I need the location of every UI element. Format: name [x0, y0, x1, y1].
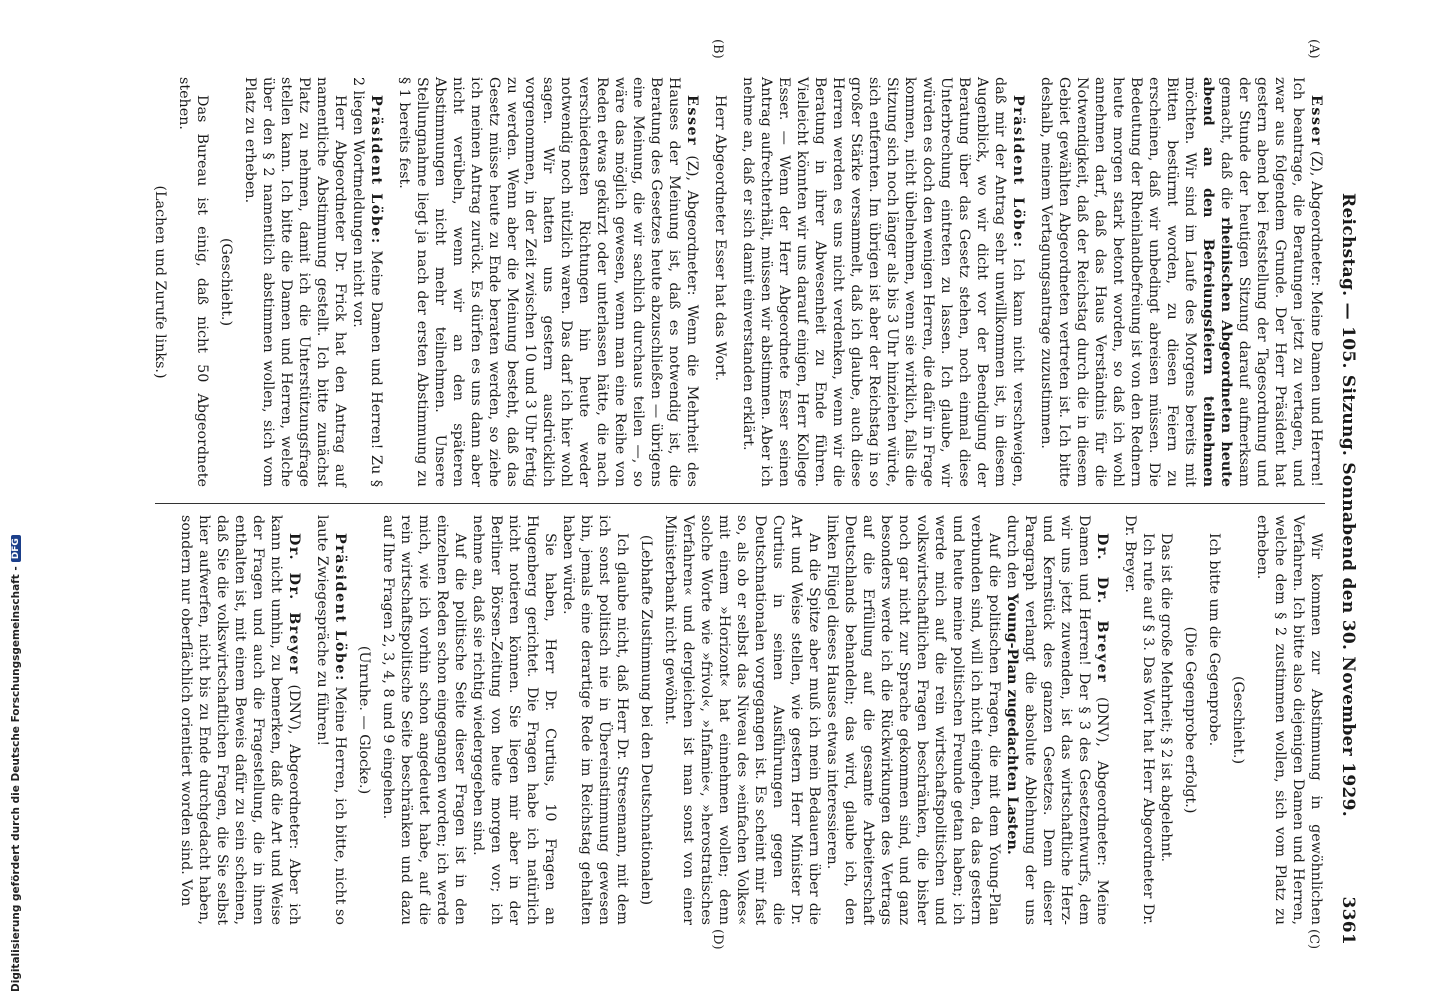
digitization-footer	[6, 0, 26, 1000]
speech-text: Meine Damen und Herren! Zu § 2 liegen Wortmeldungen nicht vor.	[350, 77, 384, 487]
digitization-note: Digitalisierung gefördert durch die Deutsche Forschungsgemeinschaft -	[10, 566, 22, 992]
column-divider	[155, 503, 1325, 504]
speech-text: (Z), Abgeordneter: Wenn die Mehrheit des Hauses der Meinung ist, daß es notwendig ist, die Beratung des Gesetzes heute abzuschließen — übrigens eine Meinung, die wir sachlich durchaus teilen —, so wäre das möglich gewesen, wenn man eine Reihe von Reden etwas gekürzt oder unterlassen hätte, die nach verschiedensten Richtungen hin heute weder notwendig noch nützlich waren. Das darf ich hier wohl sagen. Wir hatten uns gestern ausdrücklich vorgenommen, in der Zeit zwischen 10 und 3 Uhr fertig zu werden. Wenn aber die Meinung besteht, daß das Gesetz müsse heute zu Ende beraten werden, so ziehe ich meinen Antrag zurück. Es dürfen es uns dann aber nicht verübeln, wenn wir an den späteren Abstimmungen nicht mehr teilnehmen. Unsere Stellungnahme liegt ja nach der ersten Abstimmung zu § 1 bereits fest.	[396, 77, 700, 487]
paragraph: Wir kommen zur Abstimmung in gewöhnlichen Verfahren. Ich bitte also diejenigen Damen und Herren, welche dem § 2 zustimmen wollen, sich vom Platz zu erheben.	[1254, 515, 1324, 925]
speech-text: Ich kann nicht verschweigen, daß mir der Antrag sehr unwillkommen ist, in diesem Augenblick, wo wir dicht vor der Beendigung der Beratung über das Gesetz stehen, noch einmal diese Unterbrechung eintreten zu lassen. Ich glaube, wir würden es doch den wenigen Herren, die dafür in Frage kommen, nicht übelnehmen, wenn sie wirklich, falls die Sitzung sich noch länger als bis 3 Uhr hinziehen würde, sich entfernten. Im übrigen ist aber der Reichstag in so großer Stärke versammelt, daß ich glaube, auch diese Herren werden es uns nicht verdenken, wenn wir die Beratung in ihrer Abwesenheit zu Ende führen. Vielleicht könnten wir uns darauf einigen, Herr Kollege Esser. — Wenn der Herr Abgeordnete Esser seinen Antrag aufrechterhält, müssen wir abstimmen. Aber ich nehme an, daß er sich damit einverstanden erklärt.	[740, 77, 1026, 488]
document-page	[115, 39, 1365, 950]
stage-direction: (Lebhafte Zustimmung bei den Deutschnationalen)	[638, 534, 654, 906]
stage-direction: (Geschieht.)	[218, 237, 234, 327]
paragraph: Ich rufe auf § 3. Das Wort hat Herr Abgeordneter Dr. Dr. Breyer.	[1122, 515, 1156, 925]
paragraph: Herr Abgeordneter Dr. Frick hat den Antrag auf namentliche Abstimmung gestellt. Ich bitte zunächst Platz zu nehmen, damit ich die Unterstützungsfrage stellen kann. Ich bitte die Damen und Herren, welche über den § 2 namentlich abstimmen wollen, sich vom Platz zu erheben.	[242, 77, 348, 487]
paragraph: Auf die politische Seite dieser Fragen ist in den einzelnen Reden schon eingegangen worden; ich werde mich, wie ich vorhin schon angedeutet habe, auf die rein wirtschaftspolitische Seite beschränken und dazu auf Ihre Fragen 2, 3, 4, 8 und 9 eingehen.	[380, 515, 468, 925]
speaker-name: Dr. Dr. Breyer	[1094, 533, 1110, 684]
stage-direction: (Die Gegenprobe erfolgt.)	[1182, 626, 1198, 814]
margin-mark-c: (C)	[1306, 929, 1321, 950]
speaker-name: Präsident Löbe:	[332, 533, 348, 682]
speaker-name: Präsident Löbe:	[1010, 95, 1026, 249]
paragraph	[739, 77, 1027, 487]
speaker-name: Präsident Löbe:	[368, 95, 384, 245]
margin-mark-a: (A)	[1306, 39, 1321, 59]
speech-text: (DNV), Abgeordneter: Aber ich kann nicht umhin, zu bemerken, daß die Art und Weise der Fragen und auch die Fragestellung, die in ihnen enthalten ist, mit einem Beweis dafür zu sein scheinen, daß Sie die volkswirtschaftlichen Fragen, die Sie selbst hier aufwerfen, nicht bis zu Ende durchgedacht haben, sondern nur oberflächlich orientiert worden sind. Von	[178, 515, 302, 926]
paragraph: Ich bitte um die Gegenprobe.	[1206, 533, 1222, 747]
speaker-name: Esser	[1308, 95, 1324, 147]
stage-direction: (Unruhe. — Glocke.)	[356, 645, 372, 795]
speech-text: (DNV), Abgeordneter: Meine Damen und Herren! Der § 3 des Gesetzentwurfs, dem wir uns jetzt zuwenden, ist das wirtschaftliche Herz- und Kernstück des ganzen Gesetzes. Denn dieser Paragraph verlangt die absolute Ablehnung der uns durch den	[1004, 515, 1110, 925]
stage-direction: (Lachen und Zurufe links.)	[152, 185, 168, 379]
speech-text: möchten. Wir sind im Laufe des Morgens bereits mit Bitten bestürmt worden, zu diesen Feiern zu erscheinen, daß wir unbedingt abreisen müssen. Die Bedeutung der Rheinlandbefreiung ist von den Rednern heute morgen stark betont worden, so daß ich wohl annehmen darf, daß das Haus Verständnis für die Notwendigkeit, daß der Reichstag durch die in diesem Gebiet gewählten Abgeordneten vertreten ist. Ich bitte deshalb, meinem Vertagungsantrage zuzustimmen.	[1038, 77, 1198, 487]
paragraph: Herr Abgeordneter Esser hat das Wort.	[712, 95, 728, 382]
paragraph	[177, 515, 303, 925]
left-column	[145, 77, 1325, 487]
paragraph	[1003, 515, 1111, 925]
speech-text: Meine Herren, ich bitte, nicht so laute Zwiegespräche zu führen!	[314, 515, 348, 925]
speaker-name: Dr. Dr. Breyer	[286, 533, 302, 675]
page-number: 3361	[1338, 896, 1358, 945]
emphasized-text: rheinischen Abgeordneten heute abend an den Befreiungsfeiern teilnehmen	[1200, 77, 1234, 487]
dfg-logo-icon: DFG	[11, 535, 21, 562]
paragraph: Auf die politischen Fragen, die mit dem Young-Plan verbunden sind, will ich nicht eingehen, da das gestern und heute meine politischen Freunde getan haben; ich werde mich auf die rein wirtschaftspolitischen und volkswirtschaftlichen Fragen beschränken, die bisher noch gar nicht zur Sprache gekommen sind, und ganz besonders werde ich die Rückwirkungen des Vertrags auf die Erfüllung auf die gesamte Arbeiterschaft Deutschlands behandeln; das wird, glaube ich, den linken Flügel dieses Hauses etwas interessieren.	[824, 515, 1002, 925]
speech-text: (Z), Abgeordneter: Meine Damen und Herren! Ich beantrage, die Beratungen jetzt zu vertagen, und zwar aus folgendem Grunde. Der Herr Präsident hat gestern abend bei Feststellung der Tagesordnung und der Stunde der heutigen Sitzung darauf aufmerksam gemacht, daß die	[1218, 77, 1324, 487]
page-title: Reichstag. — 105. Sitzung. Sonnabend den 30. November 1929.	[1338, 193, 1358, 817]
paragraph: Das Bureau ist einig, daß nicht 50 Abgeordnete stehen.	[176, 77, 210, 487]
emphasized-text: Young-Plan zugedachten Lasten.	[1004, 593, 1020, 855]
paragraph: An die Spitze aber muß ich mein Bedauern über die Art und Weise stellen, wie gestern Herr Minister Dr. Curtius in seinen Ausführungen gegen die Deutschnationalen vorgegangen ist. Es scheint mir fast so, als ob er selbst das Niveau des »einfachen Volkes« mit einem »Horizont« hat einnehmen wollen; denn solche Worte wie »frivol«, »Infamie«, »herostratisches Verfahren« und dergleichen ist man sonst von einer Ministerbank nicht gewöhnt.	[662, 515, 822, 925]
paragraph	[1037, 77, 1325, 487]
paragraph	[313, 515, 349, 925]
paragraph	[395, 77, 701, 487]
right-column	[177, 515, 1325, 925]
margin-mark-d: (D)	[710, 929, 725, 950]
paragraph: Sie haben, Herr Dr. Curtius, 10 Fragen an Hugenberg gerichtet. Die Fragen habe ich natürlich nicht notieren können. Sie liegen mir aber in der Berliner Börsen-Zeitung von heute morgen vor; ich nehme an, daß sie richtig wiedergegeben sind.	[470, 515, 558, 925]
paragraph	[349, 77, 385, 487]
speaker-name: Esser	[684, 95, 700, 147]
paragraph: Ich glaube nicht, daß Herr Dr. Stresemann, mit dem ich sonst politisch nie in Übereinstimmung gewesen bin, jemals eine derartige Rede im Reichstag gehalten haben würde.	[560, 515, 630, 925]
margin-mark-b: (B)	[710, 39, 725, 59]
paragraph: Das ist die große Mehrheit; § 2 ist abgelehnt.	[1158, 533, 1174, 862]
stage-direction: (Geschieht.)	[1230, 675, 1246, 765]
page-header	[1331, 65, 1365, 945]
